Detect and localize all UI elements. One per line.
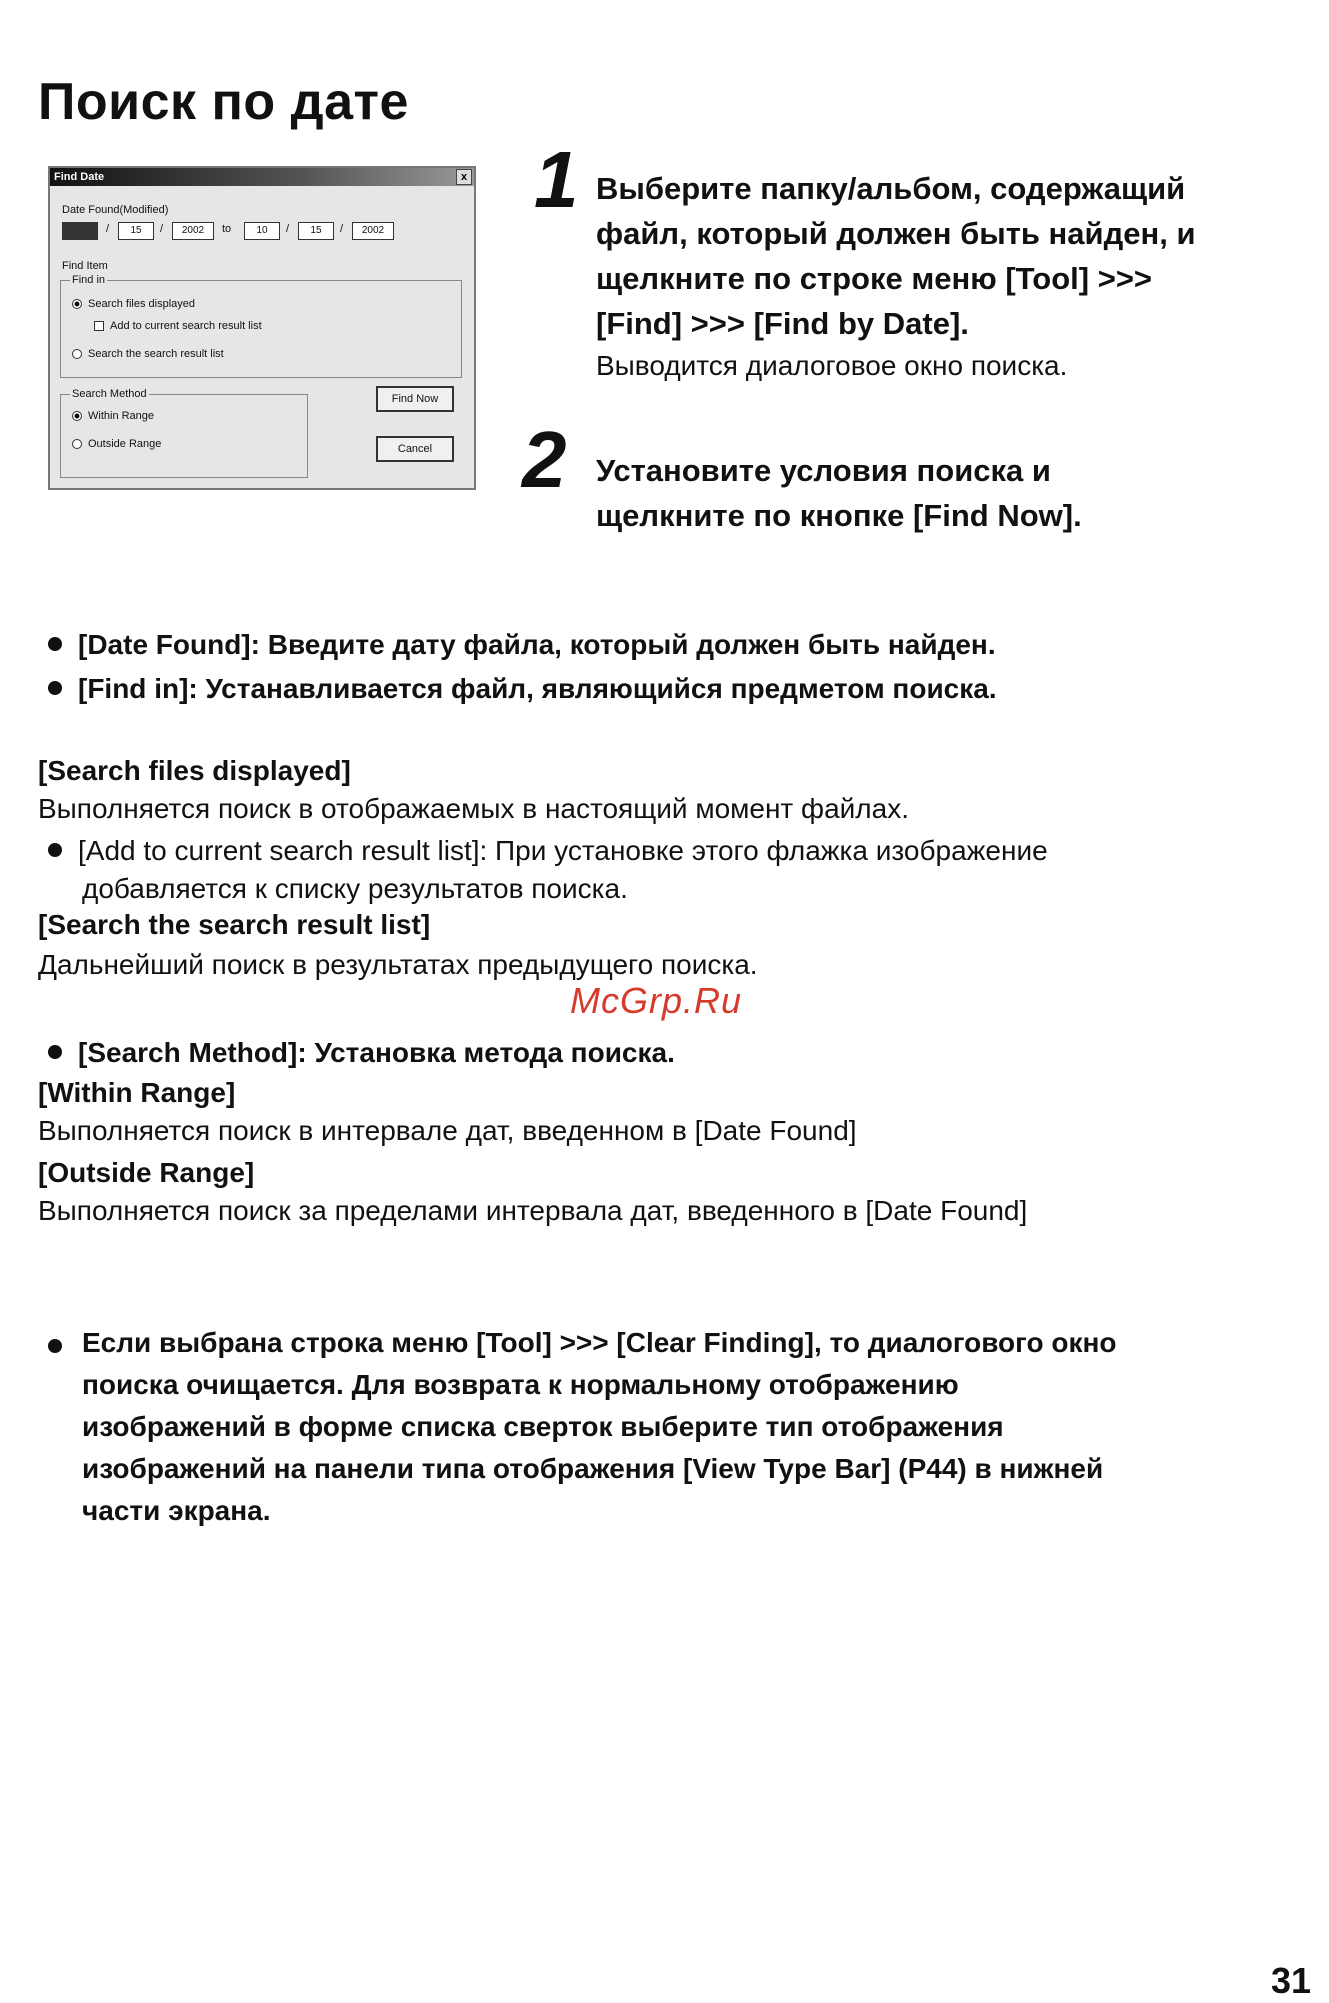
- radio-icon: [72, 411, 82, 421]
- note-line: изображений на панели типа отображения [View Type Bar] (P44) в нижней: [82, 1453, 1104, 1484]
- from-year-field[interactable]: 2002: [172, 222, 214, 240]
- radio-icon: [72, 299, 82, 309]
- to-month-field[interactable]: 10: [244, 222, 280, 240]
- bullet-text: [Date Found]: Введите дату файла, который должен быть найден.: [78, 629, 996, 660]
- find-date-dialog: [48, 166, 476, 490]
- to-label: to: [222, 223, 232, 235]
- note-line: изображений в форме списка сверток выберите тип отображения: [82, 1411, 1004, 1442]
- find-now-button[interactable]: Find Now: [376, 386, 454, 412]
- bullet-icon: [48, 681, 62, 695]
- dialog-title: Find Date: [54, 171, 105, 183]
- dialog-titlebar: [50, 168, 474, 186]
- step-1-number: 1: [534, 135, 579, 224]
- page-title: Поиск по дате: [38, 73, 409, 131]
- radio-icon: [72, 349, 82, 359]
- step-1-line: [Find] >>> [Find by Date].: [596, 306, 969, 341]
- date-separator: /: [106, 223, 110, 235]
- checkbox-icon: [94, 321, 104, 331]
- search-method-group: [60, 394, 308, 478]
- search-method-label: Search Method: [72, 388, 147, 400]
- radio-label: Outside Range: [88, 438, 162, 450]
- date-separator: /: [286, 223, 290, 235]
- bullet-text: [Find in]: Устанавливается файл, являющийся предметом поиска.: [78, 673, 997, 704]
- note-line: части экрана.: [82, 1495, 271, 1526]
- radio-label: Within Range: [88, 410, 155, 422]
- heading-search-result-list: [Search the search result list]: [38, 909, 431, 940]
- paragraph-within-range: Выполняется поиск в интервале дат, введенном в [Date Found]: [38, 1115, 857, 1146]
- step-2-number: 2: [522, 415, 567, 504]
- checkbox-add-to-current[interactable]: [94, 320, 262, 332]
- date-separator: /: [160, 223, 164, 235]
- bullet-icon: [48, 637, 62, 651]
- step-1-line: Выберите папку/альбом, содержащий: [596, 171, 1186, 206]
- radio-within-range[interactable]: [72, 410, 154, 422]
- step-2-line: Установите условия поиска и: [596, 453, 1051, 488]
- radio-icon: [72, 439, 82, 449]
- paragraph-search-files-displayed: Выполняется поиск в отображаемых в настоящий момент файлах.: [38, 793, 909, 824]
- radio-search-result-list[interactable]: [72, 348, 224, 360]
- step-1-line: файл, который должен быть найден, и: [596, 216, 1196, 251]
- radio-label: Search the search result list: [88, 348, 224, 360]
- to-day-field[interactable]: 15: [298, 222, 334, 240]
- bullet-date-found: [48, 624, 996, 666]
- heading-search-files-displayed: [Search files displayed]: [38, 755, 351, 786]
- bullet-text: [Search Method]: Установка метода поиска.: [78, 1037, 675, 1068]
- bullet-icon: [48, 843, 62, 857]
- radio-label: Search files displayed: [88, 298, 196, 310]
- watermark: McGrp.Ru: [570, 980, 743, 1021]
- cancel-button[interactable]: Cancel: [376, 436, 454, 462]
- radio-outside-range[interactable]: [72, 438, 161, 450]
- step-1-line: щелкните по строке меню [Tool] >>>: [596, 261, 1153, 296]
- bullet-icon: [48, 1339, 62, 1353]
- find-in-label: Find in: [72, 274, 106, 286]
- date-found-label: Date Found(Modified): [62, 204, 169, 216]
- heading-within-range: [Within Range]: [38, 1077, 236, 1108]
- date-separator: /: [340, 223, 344, 235]
- paragraph-search-result-list: Дальнейший поиск в результатах предыдущего поиска.: [38, 949, 758, 980]
- note-line: Если выбрана строка меню [Tool] >>> [Clear Finding], то диалогового окно: [82, 1327, 1117, 1358]
- paragraph-outside-range: Выполняется поиск за пределами интервала дат, введенного в [Date Found]: [38, 1195, 1028, 1226]
- close-icon[interactable]: x: [456, 169, 472, 185]
- step-2-text: [596, 448, 1316, 538]
- step-1-subtext: Выводится диалоговое окно поиска.: [596, 350, 1068, 381]
- step-2-line: щелкните по кнопке [Find Now].: [596, 498, 1082, 533]
- bullet-icon: [48, 1045, 62, 1059]
- find-item-label: Find Item: [62, 260, 108, 272]
- bullet-search-method: [48, 1032, 675, 1074]
- to-year-field[interactable]: 2002: [352, 222, 394, 240]
- checkbox-label: Add to current search result list: [110, 320, 262, 332]
- from-day-field[interactable]: 15: [118, 222, 154, 240]
- bullet-text: [Add to current search result list]: При установке этого флажка изображение: [78, 835, 1048, 866]
- note-clear-finding: [48, 1322, 1308, 1532]
- from-month-field[interactable]: [62, 222, 98, 240]
- note-line: поиска очищается. Для возврата к нормальному отображению: [82, 1369, 959, 1400]
- radio-search-files-displayed[interactable]: [72, 298, 195, 310]
- heading-outside-range: [Outside Range]: [38, 1157, 255, 1188]
- page-number: 31: [1270, 1960, 1311, 2001]
- bullet-add-to-current-continued: добавляется к списку результатов поиска.: [82, 873, 628, 904]
- bullet-add-to-current: [48, 832, 1048, 870]
- step-1-text: [596, 166, 1316, 346]
- bullet-find-in: [48, 668, 997, 710]
